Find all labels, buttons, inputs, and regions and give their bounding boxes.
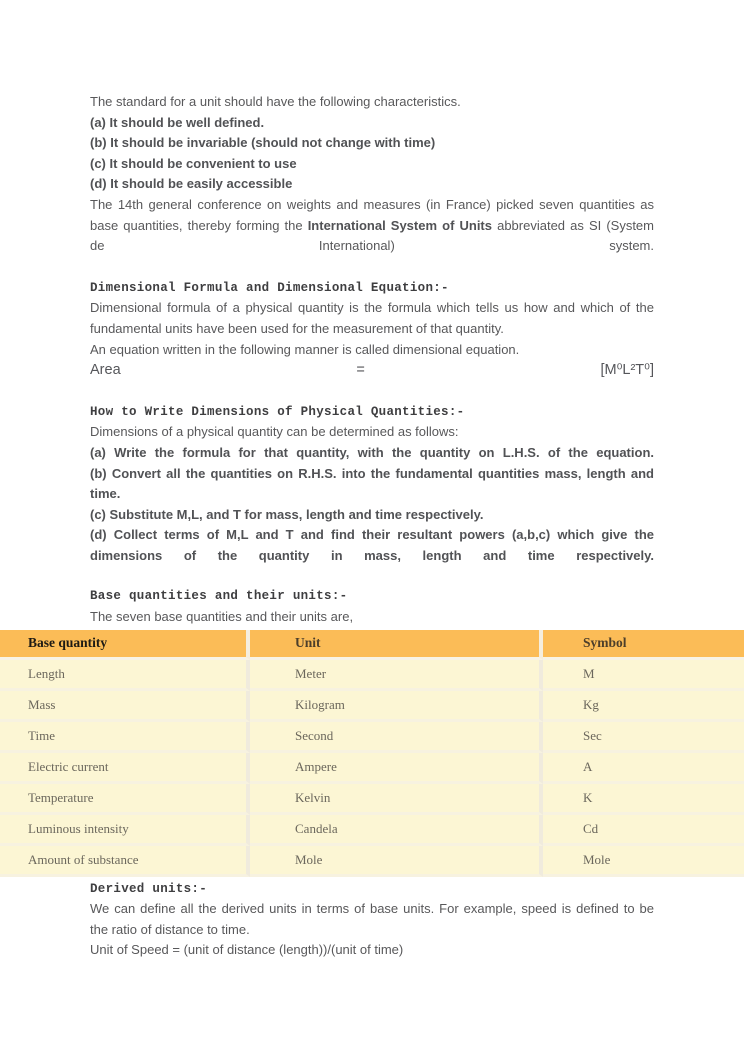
table-header-symbol: Symbol [543, 630, 744, 660]
table-cell-unit: Ampere [250, 753, 543, 784]
characteristic-item-a: (a) It should be well defined. [90, 114, 265, 130]
dimensional-line-1: Dimensional formula of a physical quantity is the formula which tells us how and which of the [90, 300, 654, 316]
table-cell-symbol: K [543, 784, 744, 815]
table-cell-unit: Candela [250, 815, 543, 846]
how-to-step-a: (a) Write the formula for that quantity, with the quantity on L.H.S. of the equation. [90, 444, 654, 460]
table-cell-unit: Kilogram [250, 691, 543, 722]
how-to-step-d-line-2: dimensions of the quantity in mass, length and time respectively. [90, 547, 654, 563]
derived-line-1: We can define all the derived units in terms of base units. For example, speed is defined to be [90, 901, 654, 917]
si-paragraph-line-1: The 14th general conference on weights and measures (in France) picked seven quantities as [90, 196, 654, 212]
derived-units-heading: Derived units:- [90, 881, 208, 896]
dimensional-line-2: fundamental units have been used for the measurement of that quantity. [90, 320, 504, 336]
how-to-heading: How to Write Dimensions of Physical Quantities:- [90, 404, 465, 419]
dimensional-line-3: An equation written in the following manner is called dimensional equation. [90, 341, 520, 357]
base-quantities-intro: The seven base quantities and their units are, [90, 609, 354, 625]
base-quantities-table [0, 630, 744, 877]
table-cell-unit: Second [250, 722, 543, 753]
derived-units-section [0, 879, 744, 961]
unit-characteristics-paragraph [90, 92, 654, 257]
how-to-step-b-line-1: (b) Convert all the quantities on R.H.S. into the fundamental quantities mass, length and [90, 465, 654, 481]
characteristic-item-c: (c) It should be convenient to use [90, 155, 297, 171]
table-cell-quantity: Time [0, 722, 250, 753]
table-cell-quantity: Mass [0, 691, 250, 722]
table-cell-symbol: M [543, 660, 744, 691]
table-cell-unit: Kelvin [250, 784, 543, 815]
table-cell-symbol: Sec [543, 722, 744, 753]
table-cell-quantity: Length [0, 660, 250, 691]
si-line2-pre: base quantities, thereby forming the [90, 217, 308, 233]
table-cell-quantity: Luminous intensity [0, 815, 250, 846]
characteristic-item-b: (b) It should be invariable (should not change with time) [90, 135, 436, 151]
how-to-step-d-line-1: (d) Collect terms of M,L and T and find their resultant powers (a,b,c) which give the [90, 527, 654, 543]
characteristic-item-d: (d) It should be easily accessible [90, 176, 293, 192]
base-quantities-section [90, 586, 654, 627]
table-cell-quantity: Amount of substance [0, 846, 250, 877]
si-line2-post: abbreviated as SI (System [492, 217, 654, 233]
base-quantities-heading: Base quantities and their units:- [90, 589, 348, 604]
dimensional-formula-section [90, 278, 654, 381]
derived-line-2: the ratio of distance to time. [90, 921, 250, 937]
si-paragraph-line-2 [90, 216, 654, 237]
dimensional-formula-heading: Dimensional Formula and Dimensional Equation:- [90, 280, 449, 295]
derived-line-3: Unit of Speed = (unit of distance (length))/(unit of time) [90, 942, 404, 958]
table-cell-symbol: Kg [543, 691, 744, 722]
how-to-step-b-line-2: time. [90, 486, 121, 502]
table-cell-symbol: Mole [543, 846, 744, 877]
table-cell-unit: Mole [250, 846, 543, 877]
table-header-base-quantity: Base quantity [0, 630, 250, 660]
table-header-unit: Unit [250, 630, 543, 660]
area-dimensional-equation: Area = [M⁰L²T⁰] [90, 362, 654, 379]
si-paragraph-line-3: de International) system. [90, 238, 654, 254]
table-cell-quantity: Temperature [0, 784, 250, 815]
how-to-write-dimensions-section [90, 402, 654, 567]
how-to-step-c: (c) Substitute M,L, and T for mass, length and time respectively. [90, 506, 484, 522]
table-cell-symbol: Cd [543, 815, 744, 846]
table-cell-quantity: Electric current [0, 753, 250, 784]
intro-line: The standard for a unit should have the following characteristics. [90, 94, 461, 109]
how-to-intro: Dimensions of a physical quantity can be determined as follows: [90, 424, 459, 440]
si-bold-phrase: International System of Units [307, 217, 492, 233]
table-cell-symbol: A [543, 753, 744, 784]
table-cell-unit: Meter [250, 660, 543, 691]
